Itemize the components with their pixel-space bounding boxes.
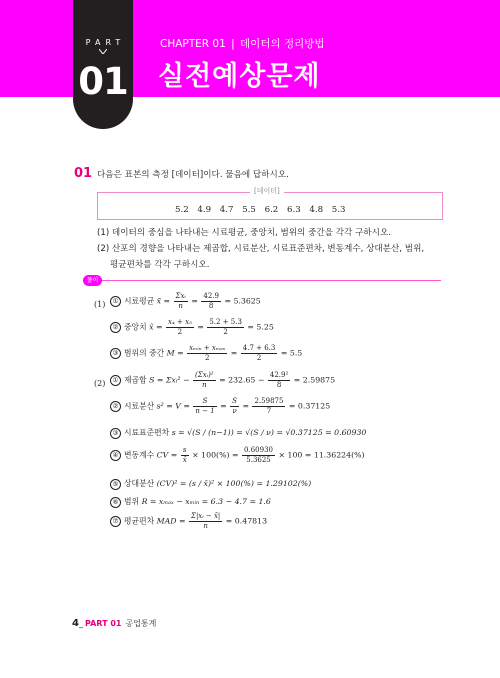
sub-question-2-cont: 평균편차를 각각 구하시오. — [110, 260, 210, 270]
chapter-title: 데이터의 정리방법 — [240, 38, 325, 50]
chapter-separator: | — [231, 38, 235, 50]
solution-2-5: ⑤ 상대분산 (CV)² = (s / x̄)² × 100(%) = 1.29102(%) — [110, 478, 311, 490]
solution-2-7: ⑦ 평균편차 MAD = $\frac{\text{Σ|xᵢ − x̄|}}{n}$ = 0.47813 — [110, 512, 267, 531]
part-word: PART — [85, 38, 126, 47]
question-text: 다음은 표본의 측정 [데이터]이다. 물음에 답하시오. — [97, 170, 289, 180]
page-footer — [72, 618, 156, 629]
part-chevron-icon — [99, 49, 107, 54]
solution-part-1-label: (1) — [94, 300, 106, 309]
solution-badge: 풀이 — [83, 275, 102, 286]
solution-1-1: ① 시료평균 x̄ = $\frac{\text{Σxᵢ}}{n}$ = $\frac{42.9}{8}$ = 5.3625 — [110, 292, 261, 311]
solution-1-3: ③ 범위의 중간 M = $\frac{\text{xₘᵢₙ + xₘₐₓ}}{2}$ = $\frac{4.7 + 6.3}{2}$ = 5.5 — [110, 344, 302, 363]
sub-question-1: (1) 데이터의 중심을 나타내는 시료평균, 중앙치, 범위의 중간을 각각 구하시오. — [97, 228, 392, 238]
footer-part: PART 01 — [84, 619, 122, 628]
page-number: 4 — [72, 618, 79, 629]
part-tab — [73, 0, 133, 129]
solution-2-3: ③ 시료표준편차 s = √(S / (n−1)) = √(S / ν) = √0.37125 = 0.60930 — [110, 427, 366, 439]
sub-question-2: (2) 산포의 경향을 나타내는 제곱합, 시료분산, 시료표준편차, 변동계수, 상대분산, 범위, — [97, 244, 425, 254]
solution-part-2-label: (2) — [94, 379, 106, 388]
solution-2-2: ② 시료분산 s² = V = $\frac{S}{n - 1}$ = $\frac{S}{\nu}$ = $\frac{2.59875}{7}$ = 0.37125 — [110, 397, 330, 416]
data-box-label: [데이터] — [250, 186, 284, 196]
solution-divider — [97, 280, 441, 281]
footer-book-title: 공업통계 — [125, 619, 157, 628]
solution-2-1: ① 제곱합 S = Σxᵢ² − $\frac{\text{(Σxᵢ)²}}{n}$ = 232.65 − $\frac{\text{42.9²}}{8}$ = 2.59875 — [110, 371, 335, 390]
chapter-heading — [160, 36, 325, 51]
part-number: 01 — [78, 60, 128, 103]
data-values: 5.2 4.9 4.7 5.5 6.2 6.3 4.8 5.3 — [175, 205, 346, 215]
solution-2-4: ④ 변동계수 CV = $\frac{s}{x̄}$ × 100(%) = $\frac{0.60930}{5.3625}$ × 100 = 11.36224(%) — [110, 446, 365, 465]
chapter-label: CHAPTER 01 — [160, 38, 226, 50]
footer-separator: _ — [78, 619, 83, 628]
solution-2-6: ⑥ 범위 R = xₘₐₓ − xₘᵢₙ = 6.3 − 4.7 = 1.6 — [110, 496, 271, 508]
solution-1-2: ② 중앙치 x̃ = $\frac{\text{x₄ + x₅}}{2}$ = $\frac{5.2 + 5.3}{2}$ = 5.25 — [110, 318, 274, 337]
question-number: 01 — [74, 166, 93, 181]
page-title: 실전예상문제 — [158, 61, 321, 92]
